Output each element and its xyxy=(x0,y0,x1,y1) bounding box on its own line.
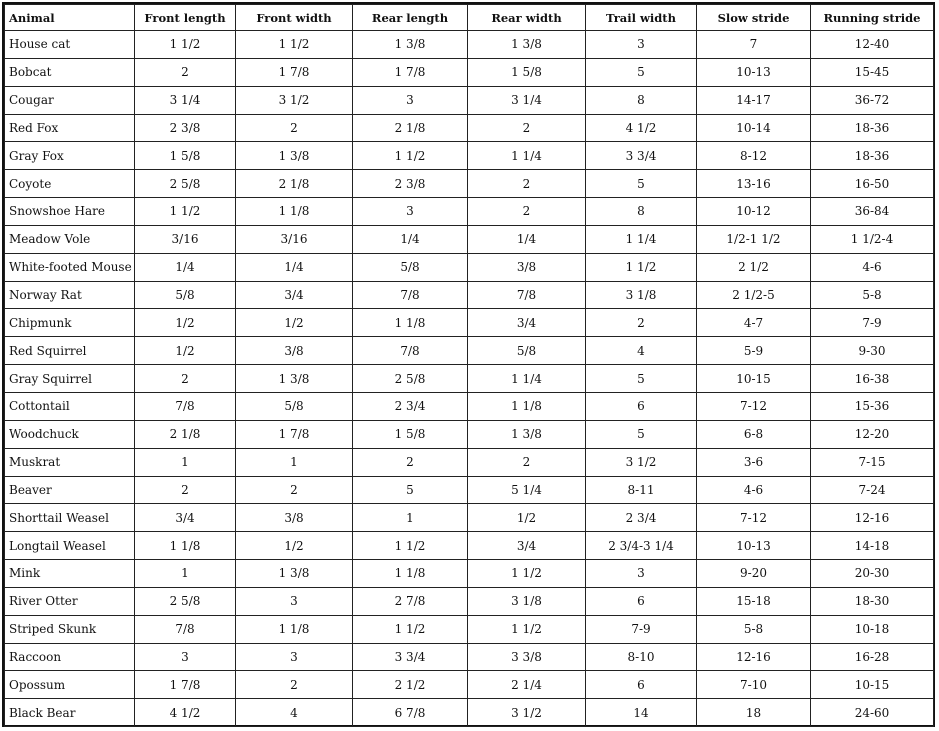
cell-slow-stride: 2 1/2 xyxy=(697,253,811,281)
cell-trail-width: 3 1/2 xyxy=(586,448,697,476)
cell-trail-width: 8 xyxy=(586,198,697,226)
cell-rear-width: 2 xyxy=(468,198,586,226)
cell-rear-length: 3 xyxy=(353,86,468,114)
cell-running-stride: 15-45 xyxy=(811,58,934,86)
cell-slow-stride: 6-8 xyxy=(697,420,811,448)
cell-front-length: 1 xyxy=(135,560,236,588)
table-row xyxy=(5,281,934,309)
cell-front-length: 1/2 xyxy=(135,337,236,365)
cell-front-width: 2 1/8 xyxy=(236,170,353,198)
cell-front-width: 1 xyxy=(236,448,353,476)
cell-rear-width: 3 1/8 xyxy=(468,587,586,615)
cell-running-stride: 7-15 xyxy=(811,448,934,476)
cell-trail-width: 5 xyxy=(586,365,697,393)
cell-rear-width: 1 3/8 xyxy=(468,31,586,59)
cell-rear-width: 7/8 xyxy=(468,281,586,309)
cell-front-width: 1/4 xyxy=(236,253,353,281)
cell-front-length: 2 xyxy=(135,58,236,86)
cell-rear-width: 3/4 xyxy=(468,309,586,337)
cell-slow-stride: 2 1/2-5 xyxy=(697,281,811,309)
cell-trail-width: 8-11 xyxy=(586,476,697,504)
column-header-trail-width: Trail width xyxy=(586,5,697,31)
table-row xyxy=(5,532,934,560)
cell-rear-length: 2 1/2 xyxy=(353,671,468,699)
table-row xyxy=(5,392,934,420)
cell-animal: Norway Rat xyxy=(5,281,135,309)
table-row xyxy=(5,420,934,448)
cell-running-stride: 10-18 xyxy=(811,615,934,643)
column-header-animal: Animal xyxy=(5,5,135,31)
cell-running-stride: 18-36 xyxy=(811,114,934,142)
cell-front-length: 2 3/8 xyxy=(135,114,236,142)
cell-slow-stride: 14-17 xyxy=(697,86,811,114)
cell-animal: Cougar xyxy=(5,86,135,114)
cell-animal: Meadow Vole xyxy=(5,225,135,253)
cell-front-width: 1 3/8 xyxy=(236,142,353,170)
cell-front-length: 1 1/8 xyxy=(135,532,236,560)
cell-trail-width: 5 xyxy=(586,420,697,448)
cell-rear-length: 7/8 xyxy=(353,337,468,365)
cell-slow-stride: 18 xyxy=(697,699,811,727)
cell-rear-width: 2 xyxy=(468,114,586,142)
cell-front-width: 2 xyxy=(236,114,353,142)
cell-front-length: 1 7/8 xyxy=(135,671,236,699)
cell-animal: Snowshoe Hare xyxy=(5,198,135,226)
cell-running-stride: 20-30 xyxy=(811,560,934,588)
table-row xyxy=(5,86,934,114)
cell-rear-length: 1 3/8 xyxy=(353,31,468,59)
table-body xyxy=(5,31,934,727)
table-header-row xyxy=(5,5,934,31)
table-row xyxy=(5,560,934,588)
cell-rear-width: 3/8 xyxy=(468,253,586,281)
cell-slow-stride: 7 xyxy=(697,31,811,59)
cell-rear-length: 5 xyxy=(353,476,468,504)
cell-slow-stride: 10-14 xyxy=(697,114,811,142)
cell-animal: Striped Skunk xyxy=(5,615,135,643)
cell-animal: White-footed Mouse xyxy=(5,253,135,281)
cell-front-length: 1 5/8 xyxy=(135,142,236,170)
cell-front-width: 1 7/8 xyxy=(236,420,353,448)
cell-front-width: 1/2 xyxy=(236,309,353,337)
column-header-rear-width: Rear width xyxy=(468,5,586,31)
table-row xyxy=(5,309,934,337)
table-row xyxy=(5,253,934,281)
cell-front-width: 4 xyxy=(236,699,353,727)
cell-front-length: 1 1/2 xyxy=(135,198,236,226)
cell-slow-stride: 9-20 xyxy=(697,560,811,588)
column-header-slow-stride: Slow stride xyxy=(697,5,811,31)
cell-rear-width: 3 1/2 xyxy=(468,699,586,727)
cell-slow-stride: 7-12 xyxy=(697,392,811,420)
cell-rear-length: 7/8 xyxy=(353,281,468,309)
cell-front-length: 5/8 xyxy=(135,281,236,309)
table-row xyxy=(5,31,934,59)
cell-slow-stride: 10-12 xyxy=(697,198,811,226)
cell-front-width: 3/8 xyxy=(236,337,353,365)
cell-front-length: 7/8 xyxy=(135,392,236,420)
cell-trail-width: 8-10 xyxy=(586,643,697,671)
table-row xyxy=(5,476,934,504)
cell-trail-width: 6 xyxy=(586,671,697,699)
column-header-rear-length: Rear length xyxy=(353,5,468,31)
cell-front-width: 1 1/8 xyxy=(236,615,353,643)
cell-animal: Gray Fox xyxy=(5,142,135,170)
cell-animal: Red Squirrel xyxy=(5,337,135,365)
cell-rear-width: 3 1/4 xyxy=(468,86,586,114)
cell-trail-width: 8 xyxy=(586,86,697,114)
cell-trail-width: 2 3/4 xyxy=(586,504,697,532)
cell-trail-width: 5 xyxy=(586,170,697,198)
cell-front-length: 3/4 xyxy=(135,504,236,532)
cell-front-length: 1/2 xyxy=(135,309,236,337)
cell-trail-width: 7-9 xyxy=(586,615,697,643)
cell-rear-length: 1 xyxy=(353,504,468,532)
table-row xyxy=(5,671,934,699)
cell-rear-length: 3 xyxy=(353,198,468,226)
cell-rear-width: 1 1/4 xyxy=(468,142,586,170)
cell-slow-stride: 4-6 xyxy=(697,476,811,504)
cell-trail-width: 1 1/2 xyxy=(586,253,697,281)
cell-animal: Chipmunk xyxy=(5,309,135,337)
cell-rear-length: 2 3/4 xyxy=(353,392,468,420)
cell-rear-length: 1 1/2 xyxy=(353,142,468,170)
cell-slow-stride: 1/2-1 1/2 xyxy=(697,225,811,253)
cell-running-stride: 12-16 xyxy=(811,504,934,532)
cell-animal: Shorttail Weasel xyxy=(5,504,135,532)
cell-rear-length: 2 1/8 xyxy=(353,114,468,142)
cell-front-width: 1 3/8 xyxy=(236,560,353,588)
cell-rear-width: 1 1/4 xyxy=(468,365,586,393)
cell-rear-length: 1 1/8 xyxy=(353,309,468,337)
cell-trail-width: 3 1/8 xyxy=(586,281,697,309)
cell-front-length: 4 1/2 xyxy=(135,699,236,727)
cell-rear-width: 2 xyxy=(468,170,586,198)
cell-animal: Longtail Weasel xyxy=(5,532,135,560)
cell-slow-stride: 7-12 xyxy=(697,504,811,532)
cell-running-stride: 14-18 xyxy=(811,532,934,560)
cell-rear-length: 1 5/8 xyxy=(353,420,468,448)
cell-trail-width: 4 1/2 xyxy=(586,114,697,142)
cell-slow-stride: 12-16 xyxy=(697,643,811,671)
cell-animal: House cat xyxy=(5,31,135,59)
cell-animal: Black Bear xyxy=(5,699,135,727)
cell-front-length: 1 1/2 xyxy=(135,31,236,59)
cell-rear-width: 3 3/8 xyxy=(468,643,586,671)
cell-front-width: 2 xyxy=(236,476,353,504)
cell-slow-stride: 3-6 xyxy=(697,448,811,476)
table-row xyxy=(5,448,934,476)
table-row xyxy=(5,587,934,615)
cell-running-stride: 7-9 xyxy=(811,309,934,337)
cell-slow-stride: 7-10 xyxy=(697,671,811,699)
cell-rear-length: 2 7/8 xyxy=(353,587,468,615)
table-row xyxy=(5,142,934,170)
table-row xyxy=(5,365,934,393)
cell-running-stride: 1 1/2-4 xyxy=(811,225,934,253)
cell-slow-stride: 15-18 xyxy=(697,587,811,615)
cell-front-width: 1 3/8 xyxy=(236,365,353,393)
column-header-front-length: Front length xyxy=(135,5,236,31)
cell-slow-stride: 8-12 xyxy=(697,142,811,170)
cell-rear-length: 5/8 xyxy=(353,253,468,281)
cell-running-stride: 15-36 xyxy=(811,392,934,420)
cell-front-width: 3 1/2 xyxy=(236,86,353,114)
cell-animal: Coyote xyxy=(5,170,135,198)
cell-front-width: 3/4 xyxy=(236,281,353,309)
table-row xyxy=(5,225,934,253)
cell-front-width: 3 xyxy=(236,643,353,671)
cell-trail-width: 3 xyxy=(586,560,697,588)
cell-animal: Mink xyxy=(5,560,135,588)
cell-slow-stride: 4-7 xyxy=(697,309,811,337)
table-row xyxy=(5,170,934,198)
cell-front-length: 2 5/8 xyxy=(135,587,236,615)
cell-rear-width: 1 3/8 xyxy=(468,420,586,448)
animal-tracks-table xyxy=(4,4,934,727)
table-row xyxy=(5,337,934,365)
cell-running-stride: 24-60 xyxy=(811,699,934,727)
cell-slow-stride: 10-13 xyxy=(697,532,811,560)
document-page xyxy=(2,2,935,727)
table-row xyxy=(5,699,934,727)
cell-rear-width: 3/4 xyxy=(468,532,586,560)
table-row xyxy=(5,198,934,226)
cell-running-stride: 16-38 xyxy=(811,365,934,393)
cell-rear-width: 1/2 xyxy=(468,504,586,532)
cell-slow-stride: 5-9 xyxy=(697,337,811,365)
cell-animal: Gray Squirrel xyxy=(5,365,135,393)
cell-animal: Bobcat xyxy=(5,58,135,86)
cell-rear-width: 5/8 xyxy=(468,337,586,365)
cell-rear-width: 5 1/4 xyxy=(468,476,586,504)
cell-running-stride: 10-15 xyxy=(811,671,934,699)
cell-rear-width: 1 1/2 xyxy=(468,560,586,588)
table-row xyxy=(5,615,934,643)
cell-trail-width: 2 3/4-3 1/4 xyxy=(586,532,697,560)
cell-trail-width: 2 xyxy=(586,309,697,337)
cell-front-length: 3 xyxy=(135,643,236,671)
cell-front-width: 5/8 xyxy=(236,392,353,420)
cell-front-width: 2 xyxy=(236,671,353,699)
cell-rear-length: 3 3/4 xyxy=(353,643,468,671)
cell-trail-width: 1 1/4 xyxy=(586,225,697,253)
cell-trail-width: 6 xyxy=(586,587,697,615)
cell-running-stride: 16-28 xyxy=(811,643,934,671)
cell-running-stride: 9-30 xyxy=(811,337,934,365)
cell-rear-length: 1 1/8 xyxy=(353,560,468,588)
cell-front-length: 1/4 xyxy=(135,253,236,281)
cell-trail-width: 4 xyxy=(586,337,697,365)
cell-rear-width: 2 xyxy=(468,448,586,476)
cell-front-length: 3/16 xyxy=(135,225,236,253)
cell-slow-stride: 10-15 xyxy=(697,365,811,393)
cell-rear-width: 1 1/8 xyxy=(468,392,586,420)
cell-slow-stride: 5-8 xyxy=(697,615,811,643)
cell-rear-width: 2 1/4 xyxy=(468,671,586,699)
table-row xyxy=(5,58,934,86)
cell-rear-length: 2 3/8 xyxy=(353,170,468,198)
cell-animal: Woodchuck xyxy=(5,420,135,448)
cell-front-length: 2 xyxy=(135,476,236,504)
cell-front-width: 1 1/8 xyxy=(236,198,353,226)
cell-front-length: 2 1/8 xyxy=(135,420,236,448)
cell-trail-width: 3 xyxy=(586,31,697,59)
column-header-running-stride: Running stride xyxy=(811,5,934,31)
cell-running-stride: 12-40 xyxy=(811,31,934,59)
cell-front-width: 1/2 xyxy=(236,532,353,560)
cell-running-stride: 4-6 xyxy=(811,253,934,281)
cell-trail-width: 3 3/4 xyxy=(586,142,697,170)
cell-front-length: 3 1/4 xyxy=(135,86,236,114)
cell-running-stride: 12-20 xyxy=(811,420,934,448)
cell-trail-width: 6 xyxy=(586,392,697,420)
cell-rear-length: 1 7/8 xyxy=(353,58,468,86)
cell-slow-stride: 13-16 xyxy=(697,170,811,198)
cell-running-stride: 5-8 xyxy=(811,281,934,309)
cell-rear-width: 1 5/8 xyxy=(468,58,586,86)
cell-animal: Red Fox xyxy=(5,114,135,142)
cell-rear-length: 2 xyxy=(353,448,468,476)
cell-front-width: 3/16 xyxy=(236,225,353,253)
cell-rear-width: 1 1/2 xyxy=(468,615,586,643)
cell-rear-length: 1 1/2 xyxy=(353,532,468,560)
cell-front-width: 3/8 xyxy=(236,504,353,532)
cell-running-stride: 7-24 xyxy=(811,476,934,504)
cell-front-width: 3 xyxy=(236,587,353,615)
cell-running-stride: 18-36 xyxy=(811,142,934,170)
cell-running-stride: 36-72 xyxy=(811,86,934,114)
cell-front-length: 1 xyxy=(135,448,236,476)
cell-front-width: 1 7/8 xyxy=(236,58,353,86)
cell-running-stride: 16-50 xyxy=(811,170,934,198)
cell-running-stride: 18-30 xyxy=(811,587,934,615)
cell-trail-width: 5 xyxy=(586,58,697,86)
cell-front-length: 2 xyxy=(135,365,236,393)
cell-rear-width: 1/4 xyxy=(468,225,586,253)
cell-front-length: 2 5/8 xyxy=(135,170,236,198)
cell-rear-length: 1/4 xyxy=(353,225,468,253)
cell-front-length: 7/8 xyxy=(135,615,236,643)
cell-rear-length: 2 5/8 xyxy=(353,365,468,393)
cell-trail-width: 14 xyxy=(586,699,697,727)
cell-animal: Cottontail xyxy=(5,392,135,420)
cell-animal: River Otter xyxy=(5,587,135,615)
cell-animal: Beaver xyxy=(5,476,135,504)
cell-animal: Muskrat xyxy=(5,448,135,476)
cell-rear-length: 1 1/2 xyxy=(353,615,468,643)
cell-slow-stride: 10-13 xyxy=(697,58,811,86)
cell-running-stride: 36-84 xyxy=(811,198,934,226)
column-header-front-width: Front width xyxy=(236,5,353,31)
table-row xyxy=(5,114,934,142)
cell-animal: Opossum xyxy=(5,671,135,699)
cell-animal: Raccoon xyxy=(5,643,135,671)
cell-rear-length: 6 7/8 xyxy=(353,699,468,727)
table-row xyxy=(5,504,934,532)
table-row xyxy=(5,643,934,671)
cell-front-width: 1 1/2 xyxy=(236,31,353,59)
